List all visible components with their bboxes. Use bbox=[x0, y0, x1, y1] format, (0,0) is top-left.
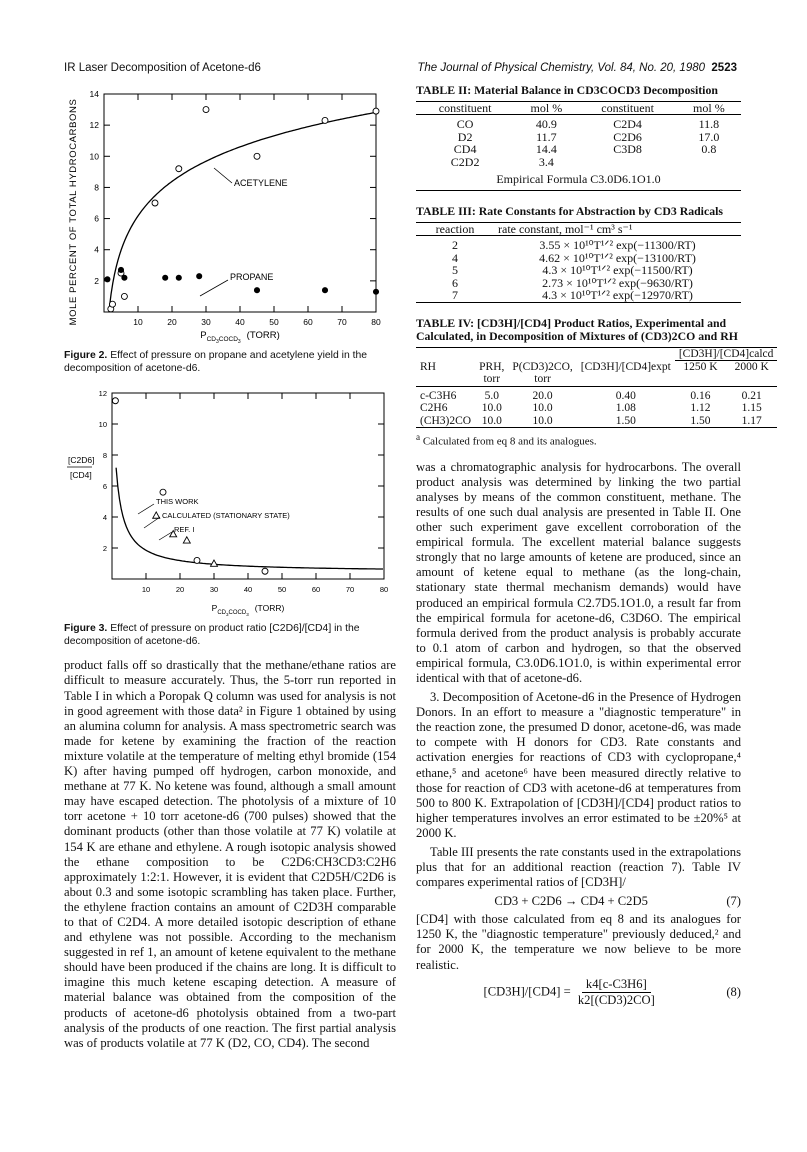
table-2-cell: 3.4 bbox=[538, 154, 554, 169]
figure-3-plot bbox=[64, 387, 396, 619]
data-point-open bbox=[176, 166, 182, 172]
figure-2-caption bbox=[64, 350, 396, 375]
x-tick-label: 40 bbox=[235, 317, 245, 327]
table-2-cell: 0.8 bbox=[701, 142, 717, 156]
running-header-right bbox=[417, 62, 737, 74]
table-3-cell: 7 bbox=[452, 288, 458, 302]
table-4-header-row bbox=[416, 361, 777, 387]
data-point-open bbox=[194, 558, 200, 564]
table-4-row bbox=[416, 386, 777, 402]
y-tick-label: 6 bbox=[94, 213, 99, 224]
fig2-axis-ticks bbox=[90, 89, 381, 327]
data-point-open bbox=[322, 117, 328, 123]
t2-h1: mol % bbox=[530, 100, 563, 115]
fig2-caption-label: Figure 2. bbox=[64, 350, 108, 361]
x-tick-label: 60 bbox=[303, 317, 313, 327]
table-2-body bbox=[416, 115, 741, 169]
table-4-cell: 1.50 bbox=[615, 414, 636, 427]
table-2-cell: C2D6 bbox=[613, 129, 642, 144]
table-4-grid bbox=[416, 347, 777, 429]
data-point-propane bbox=[254, 288, 259, 293]
fig2-caption-text: Effect of pressure on propane and acetylene yield in the decomposition of acetone-d6. bbox=[64, 350, 368, 374]
table-3-body bbox=[416, 236, 741, 303]
table-3-grid bbox=[416, 222, 741, 303]
fig2-ylabel: MOLE PERCENT OF TOTAL HYDROCARBONS bbox=[68, 98, 79, 326]
eq8-denominator: k2[(CD3)2CO] bbox=[577, 992, 655, 1007]
data-point-ref1 bbox=[153, 512, 160, 518]
fig3-ylabel-bottom: [CD4] bbox=[70, 470, 92, 481]
t2-h2: constituent bbox=[601, 100, 654, 115]
x-tick-label: 50 bbox=[269, 317, 279, 327]
y-tick-label: 12 bbox=[98, 389, 107, 399]
table-2-cell: C3D8 bbox=[613, 142, 642, 156]
journal-citation: The Journal of Physical Chemistry, Vol. 84, No. 20, 1980 bbox=[417, 62, 706, 74]
fig2-acetylene-leader bbox=[214, 168, 232, 183]
table-4-cell: 10.0 bbox=[481, 402, 502, 414]
table-3-title: TABLE III: Rate Constants for Abstraction by CD3 Radicals bbox=[416, 204, 723, 218]
data-point-propane bbox=[373, 289, 378, 294]
fig2-propane-leader bbox=[200, 280, 228, 296]
y-tick-label: 14 bbox=[89, 89, 99, 99]
fig3-ylabel-top: [C2D6] bbox=[68, 455, 95, 466]
x-tick-label: 50 bbox=[277, 585, 287, 595]
table-2-cell: 14.4 bbox=[535, 142, 557, 156]
left-column bbox=[64, 84, 396, 1055]
table-2-cell: 40.9 bbox=[535, 117, 557, 131]
x-tick-label: 10 bbox=[141, 585, 151, 595]
table-2-cell: C2D4 bbox=[613, 117, 642, 131]
fig3-thiswork-label: THIS WORK bbox=[156, 497, 199, 507]
table-3-cell: 5 bbox=[452, 263, 458, 277]
table-4-title: TABLE IV: [CD3H]/[CD4] Product Ratios, Experimental and Calculated, in Decomposition of Mixtures of (CD3)2CO and RH bbox=[416, 315, 738, 343]
y-tick-label: 4 bbox=[94, 244, 99, 255]
eq8-fraction bbox=[574, 977, 659, 1008]
fig3-ref-label: REF. I bbox=[174, 525, 195, 535]
eq8-lhs: [CD3H]/[CD4] = bbox=[483, 984, 571, 999]
fig3-caption-label: Figure 3. bbox=[64, 623, 108, 635]
t4-h3: [CD3H]/[CD4]expt bbox=[580, 360, 671, 373]
y-tick-label: 6 bbox=[102, 482, 107, 492]
page-number: 2523 bbox=[711, 62, 737, 74]
table-4-row bbox=[416, 415, 777, 428]
fig2-propane-label: PROPANE bbox=[230, 272, 274, 282]
y-tick-label: 10 bbox=[89, 151, 99, 162]
x-tick-label: 60 bbox=[311, 585, 321, 595]
table-3-cell: 3.55 × 10¹⁰T¹ᐟ² exp(−11300/RT) bbox=[539, 238, 696, 252]
data-point-open bbox=[160, 489, 166, 495]
table-2-cell: C2D2 bbox=[450, 154, 480, 169]
t2-h0: constituent bbox=[438, 100, 492, 115]
x-tick-label: 30 bbox=[209, 585, 219, 595]
x-tick-label: 70 bbox=[345, 585, 355, 595]
data-point-propane bbox=[163, 275, 168, 280]
table-4-superheader bbox=[416, 347, 777, 361]
table-2 bbox=[416, 84, 741, 191]
table-3-cell: 4.62 × 10¹⁰T¹ᐟ² exp(−13100/RT) bbox=[539, 250, 696, 265]
t3-h0: reaction bbox=[435, 221, 475, 236]
table-4-cell: 10.0 bbox=[532, 414, 553, 427]
right-column bbox=[416, 83, 774, 1011]
table-3-header-row bbox=[416, 222, 741, 236]
table-2-footer: Empirical Formula C3.0D6.1O1.0 bbox=[416, 172, 741, 191]
table-3-row bbox=[416, 289, 741, 302]
data-point-open bbox=[110, 301, 116, 307]
table-4-cell: 0.16 bbox=[690, 389, 711, 402]
table-2-header-row bbox=[416, 101, 741, 115]
table-2-cell bbox=[578, 156, 676, 169]
table-2-cell: 11.8 bbox=[698, 117, 720, 131]
y-tick-label: 12 bbox=[89, 120, 99, 131]
fig2-xlabel: $P_{CD_3COCD_3}(TORR)$ bbox=[200, 330, 280, 345]
table-4-cell: 5.0 bbox=[484, 389, 499, 402]
eq7-number: (7) bbox=[726, 894, 741, 909]
table-2-cell bbox=[677, 156, 741, 169]
table-4-cell: 1.08 bbox=[615, 402, 636, 414]
right-paragraph-1: was a chromatographic analysis for hydrocarbons. The overall product analysis was determined by linking the two partial analyses by means of the common constituent, methane. The results of one such dual analysis are presented in Table II. One other such experiment gave excellent corroboration of the empirical formula. The excellent material balance suggests strongly that no large amounts of ketene are produced, since an amount of ketene equal to methane (as the long-chain, stationary state thermal mechanism demands) would have produced an empirical formula C2.7D5.1O1.0, a result far from the empirical formula for acetone-d6, C3D6O. The empirical formula derived from the product analysis is probably accurate to 0.1 atom of carbon and hydrogen, so that the observed empirical formula, C3.0D6.1O1.0, is within experimental error identical with that of acetone-d6. bbox=[416, 459, 741, 685]
t4-h1: PRH, torr bbox=[479, 360, 505, 385]
equation-8 bbox=[416, 977, 741, 1008]
table-3-cell: 4 bbox=[452, 250, 458, 265]
table-4 bbox=[416, 315, 774, 448]
y-tick-label: 8 bbox=[102, 451, 107, 461]
data-point-propane bbox=[118, 267, 123, 272]
table-3-cell: 4.3 × 10¹⁰T¹ᐟ² exp(−11500/RT) bbox=[542, 263, 693, 277]
fig2-acetylene-label: ACETYLENE bbox=[234, 178, 288, 188]
right-body bbox=[416, 460, 741, 1008]
data-point-open bbox=[121, 293, 127, 299]
figure-3-caption bbox=[64, 623, 396, 648]
table-2-row bbox=[416, 156, 741, 169]
table-2-row bbox=[416, 115, 741, 131]
y-tick-label: 8 bbox=[94, 182, 99, 193]
table-4-cell: 0.21 bbox=[741, 389, 762, 402]
table-4-footnote: $^a$ Calculated from eq 8 and its analogues. bbox=[416, 432, 597, 448]
y-tick-label: 4 bbox=[102, 513, 107, 523]
x-tick-label: 30 bbox=[201, 317, 211, 327]
x-tick-label: 80 bbox=[371, 317, 381, 327]
table-3 bbox=[416, 205, 741, 303]
right-paragraph-3: Table III presents the rate constants used in the extrapolations plus that for an additional reaction (reaction 7). Table IV compares experimental ratios of [CD3H]/ bbox=[416, 845, 741, 890]
data-point-open bbox=[373, 108, 379, 114]
x-tick-label: 80 bbox=[379, 585, 389, 595]
data-point-propane bbox=[105, 277, 110, 282]
data-point-ref1 bbox=[211, 560, 218, 566]
table-2-grid bbox=[416, 101, 741, 169]
fig3-axis-ticks bbox=[99, 389, 389, 594]
x-tick-label: 70 bbox=[337, 317, 347, 327]
table-4-cell: 20.0 bbox=[532, 389, 553, 402]
figure-2-plot bbox=[64, 84, 396, 346]
x-tick-label: 20 bbox=[167, 317, 177, 327]
t4-footnote-text: Calculated from eq 8 and its analogues. bbox=[422, 435, 597, 448]
eq8-number: (8) bbox=[726, 984, 741, 999]
t4-h4: 1250 K bbox=[683, 361, 718, 373]
t3-h1: rate constant, mol⁻¹ cm³ s⁻¹ bbox=[498, 221, 633, 236]
table-4-cell: c-C3H6 bbox=[420, 389, 457, 402]
table-2-cell: CO bbox=[456, 117, 474, 131]
data-point-propane bbox=[322, 288, 327, 293]
data-point-ref1 bbox=[183, 537, 190, 543]
left-body-paragraph: product falls off so drastically that the methane/ethane ratios are difficult to measure accurately. Thus, the 5-torr run reported in Table I in which a Poropak Q column was used for analysis is not in good agreement with those data² in Figure 1 obtained by using an alumina column for analysis. A mass spectrometric search was made for ketene by examining the fraction of the reaction mixture volatile at the temperature of melting ethyl bromide (154 K) after having pumped off hydrogen, carbon monoxide, and methane at 77 K. No ketene was found, although a small amount may have escaped detection. The photolysis of a mixture of 10 torr acetone + 10 torr acetone-d6 (700 pulses) showed that the dominant products (other than those volatile at 77 K) volatile at 154 K are ethane and ethylene. A rough isotopic analysis showed the ethane composition to be C2D6:CH3CD3:C2H6 approximately 1:2:1. However, it is evident that C2D5H/C2D6 is about 0.3 and some isotopic scrambling has taken place. Further, the ethylene fraction contains an amount of C2D3H comparable to that of C2D4. A more detailed isotopic description of ethane and ethylene was not possible. According to the mechanism suggested in ref 1, an amount of ketene equivalent to the methane should have been produced if the chains are long. It is difficult to imagine this much ketene escaping detection. A measure of material balance was obtained from the composition of the products of acetone-d6 photolysis obtained from a two-part analysis of the products of one reaction. The first partial analysis was of products volatile at 77 K (D2, CO, CD4). The second bbox=[64, 658, 396, 1050]
fig3-thiswork-leader bbox=[138, 504, 154, 514]
table-2-cell: CD4 bbox=[453, 142, 477, 156]
table-4-cell: 1.15 bbox=[741, 402, 762, 414]
data-point-open bbox=[112, 398, 118, 404]
x-tick-label: 10 bbox=[133, 317, 143, 327]
fig3-frame bbox=[112, 393, 384, 579]
right-paragraph-4: [CD4] with those calculated from eq 8 and its analogues for 1250 K, the "diagnostic temperature" previously deduced,² and for 2000 K, the temperature we now believe to be more realistic. bbox=[416, 912, 741, 972]
t4-h0: RH bbox=[420, 360, 436, 373]
table-3-cell: 2.73 × 10¹⁰T¹ᐟ² exp(−9630/RT) bbox=[542, 275, 693, 290]
t4-h2: P(CD3)2CO, torr bbox=[512, 360, 573, 385]
running-header-left: IR Laser Decomposition of Acetone-d6 bbox=[64, 62, 261, 74]
table-2-cell: 11.7 bbox=[536, 129, 557, 144]
table-4-cell: 0.40 bbox=[615, 389, 636, 402]
data-point-propane bbox=[176, 275, 181, 280]
fig3-calc-label: CALCULATED (STATIONARY STATE) bbox=[162, 511, 290, 521]
table-3-cell: 6 bbox=[452, 275, 458, 290]
fig3-xlabel: $P_{CD_3COCD_3}(TORR)$ bbox=[211, 603, 285, 618]
table-2-cell: 17.0 bbox=[698, 129, 720, 144]
table-4-body bbox=[416, 386, 777, 428]
data-point-open bbox=[254, 153, 260, 159]
fig3-data-points bbox=[112, 398, 268, 575]
table-3-row bbox=[416, 264, 741, 277]
table-4-cell: 1.50 bbox=[690, 414, 711, 427]
data-point-propane bbox=[197, 274, 202, 279]
t4-calcd-header: [CD3H]/[CD4]calcd bbox=[675, 347, 778, 361]
table-4-cell: 1.12 bbox=[690, 402, 711, 414]
data-point-open bbox=[262, 568, 268, 574]
table-4-cell: 10.0 bbox=[481, 414, 502, 427]
eq8-numerator: k4[c-C3H6] bbox=[582, 977, 651, 993]
y-tick-label: 2 bbox=[94, 275, 99, 286]
t4-h5: 2000 K bbox=[734, 361, 769, 373]
table-3-row bbox=[416, 236, 741, 252]
table-4-cell: (CH3)2CO bbox=[420, 414, 472, 427]
table-4-cell: 10.0 bbox=[532, 402, 553, 414]
right-paragraph-2: 3. Decomposition of Acetone-d6 in the Presence of Hydrogen Donors. In an effort to measure a "diagnostic temperature" in the reaction zone, the presumed D donor, acetone-d6, was made to compete with H donors for CD3. Rate constants and activation energies for reactions of CD3 with cyclopropane,⁴ ethane,⁵ and acetone⁶ have been measured directly relative to those for reaction of CD3 with acetone-d6 at temperatures from 500 to 800 K. Extrapolation of [CD3H]/[CD4] product ratios to higher temperatures involves an error estimated to be ±20%⁵ at 2000 K. bbox=[416, 690, 741, 840]
table-3-cell: 4.3 × 10¹⁰T¹ᐟ² exp(−12970/RT) bbox=[542, 288, 693, 302]
x-tick-label: 20 bbox=[175, 585, 185, 595]
table-4-row bbox=[416, 402, 777, 415]
data-point-open bbox=[203, 107, 209, 113]
y-tick-label: 10 bbox=[98, 420, 107, 430]
table-2-title: TABLE II: Material Balance in CD3COCD3 Decomposition bbox=[416, 83, 718, 97]
y-tick-label: 2 bbox=[102, 544, 107, 554]
table-4-cell: 1.17 bbox=[741, 414, 762, 427]
t2-h3: mol % bbox=[693, 100, 725, 115]
fig3-caption-text: Effect of pressure on product ratio [C2D6]/[CD4] in the decomposition of acetone-d6. bbox=[64, 623, 360, 647]
data-point-open bbox=[152, 200, 158, 206]
table-2-cell: D2 bbox=[457, 129, 473, 144]
table-4-cell: C2H6 bbox=[420, 402, 448, 414]
equation-7 bbox=[416, 894, 741, 909]
table-3-cell: 2 bbox=[452, 238, 458, 252]
data-point-propane bbox=[122, 275, 127, 280]
eq7-text: CD3 + C2D6 → CD4 + C2D5 bbox=[494, 894, 648, 909]
x-tick-label: 40 bbox=[243, 585, 253, 595]
table-2-row bbox=[416, 143, 741, 156]
